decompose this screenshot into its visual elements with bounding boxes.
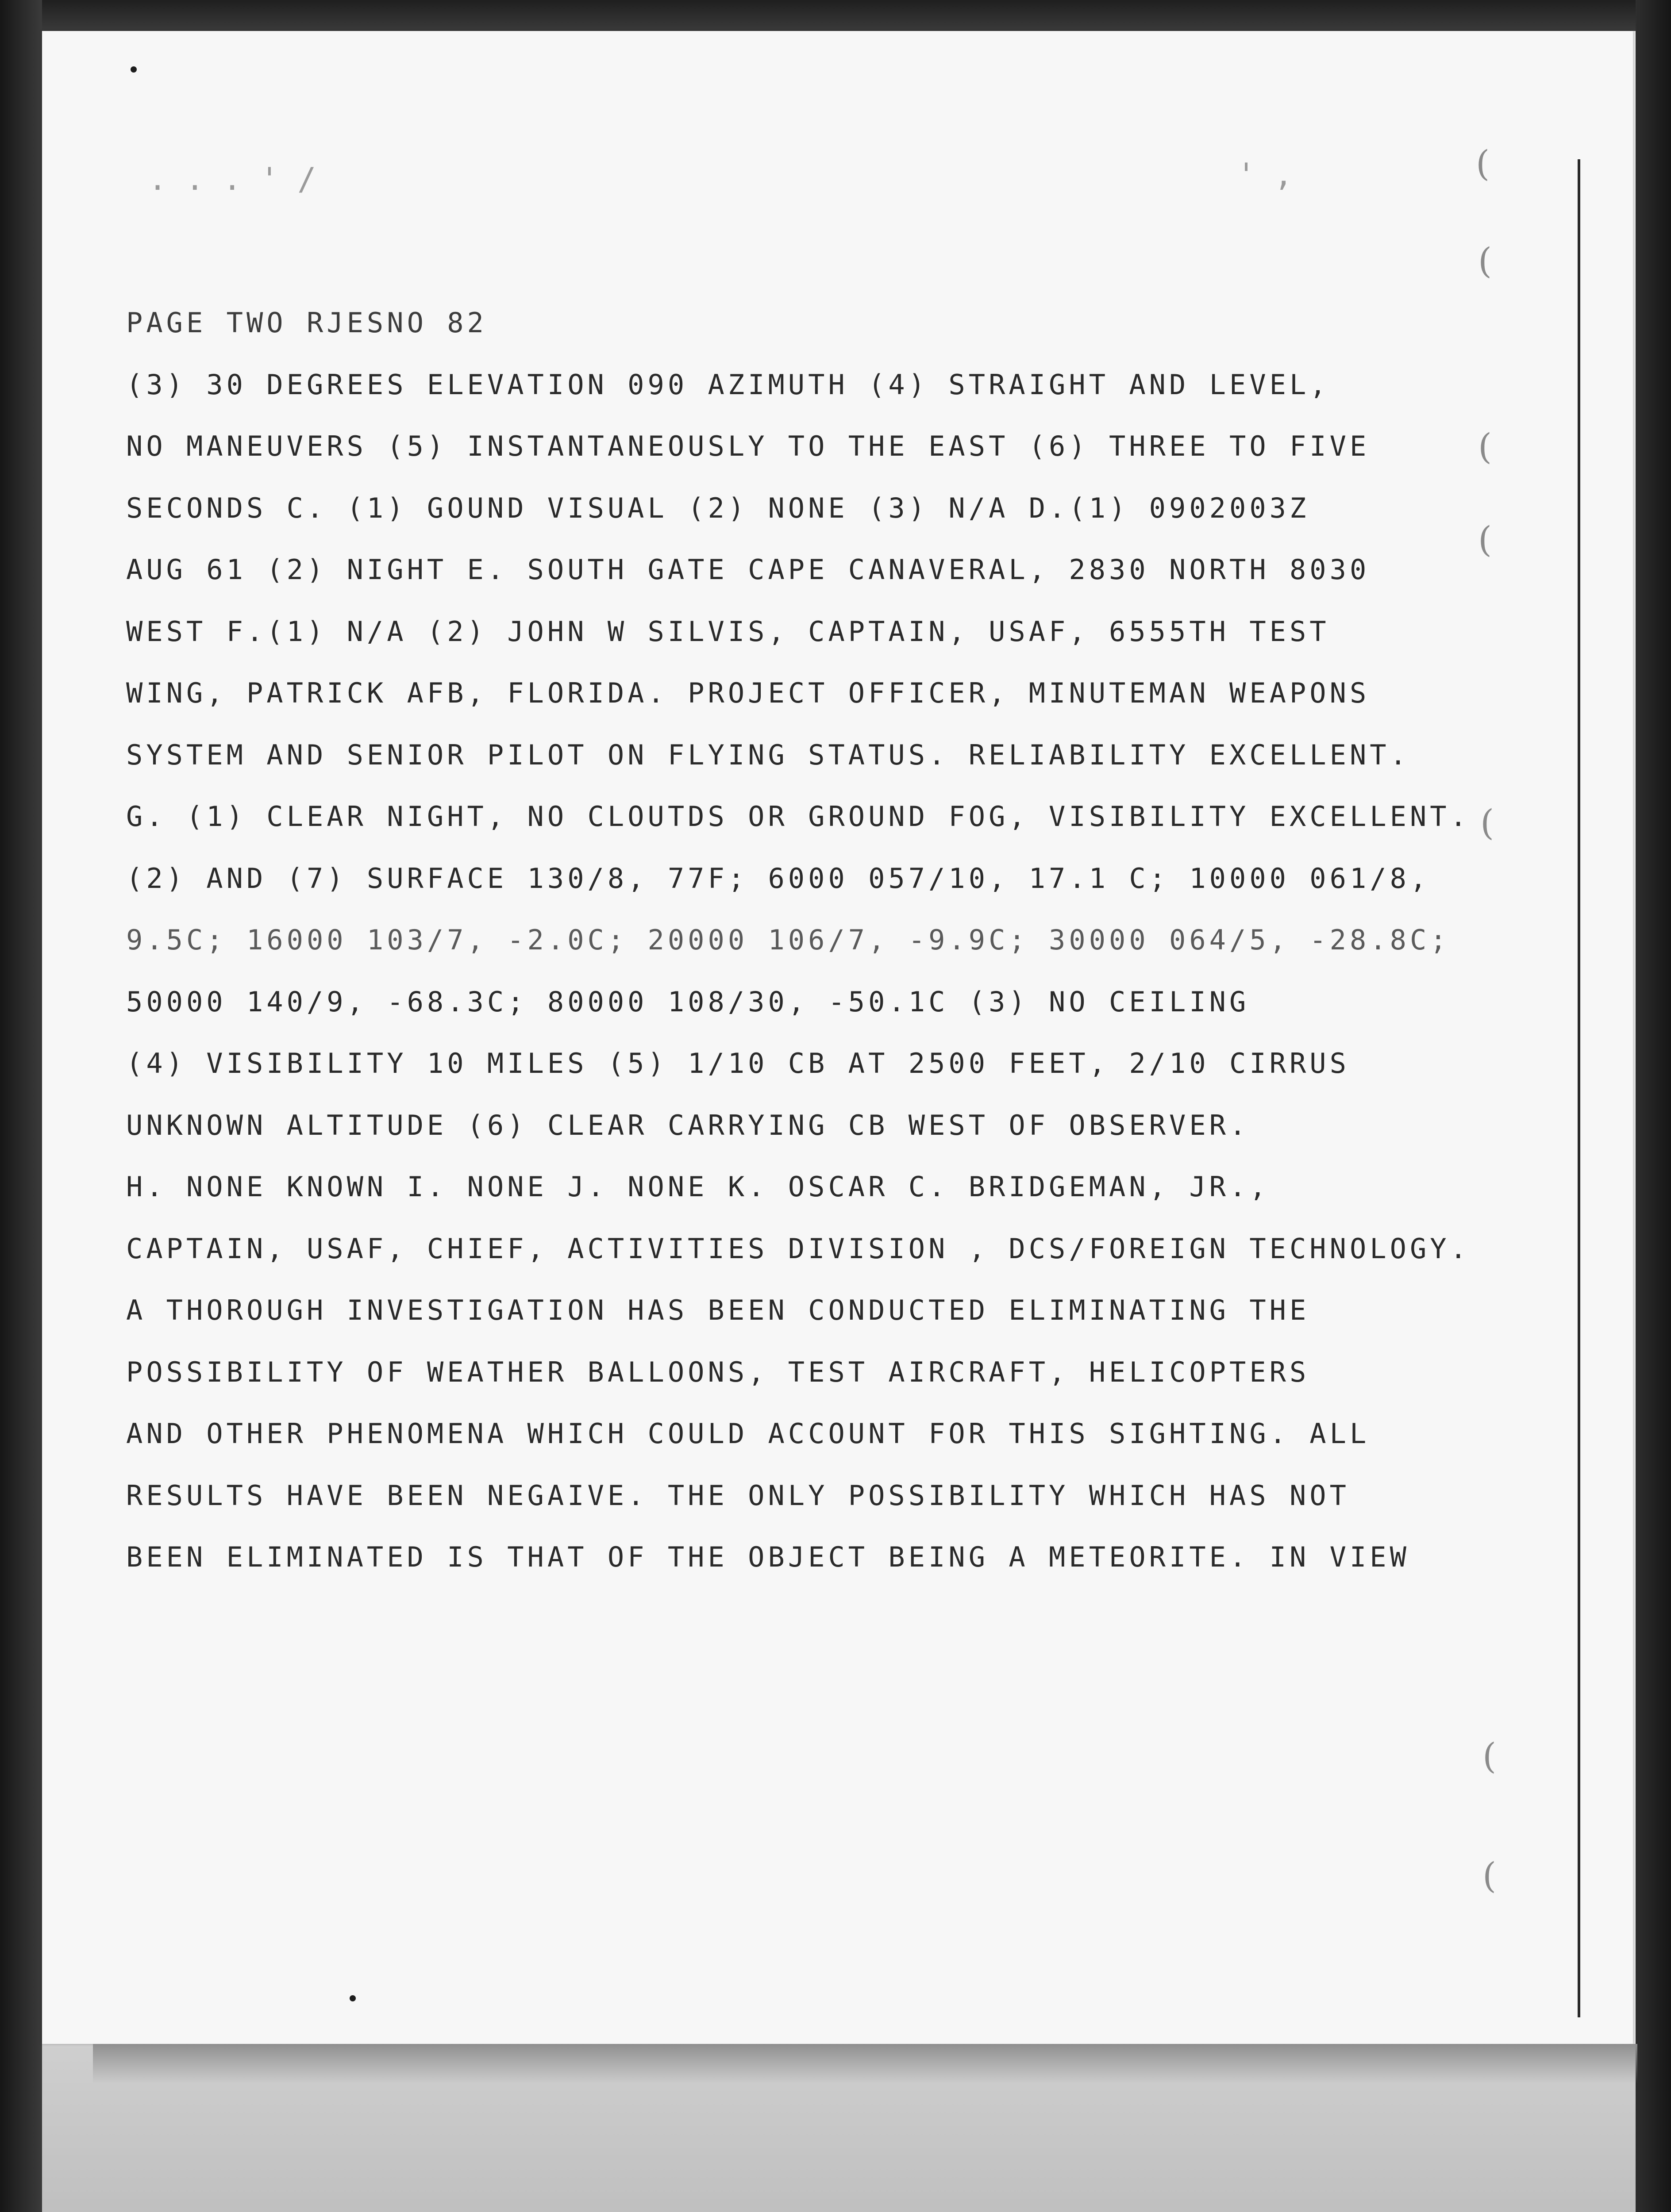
margin-mark: (: [1482, 1736, 1497, 1777]
margin-mark: (: [1482, 1855, 1497, 1896]
document-line: AUG 61 (2) NIGHT E. SOUTH GATE CAPE CANAVERAL, 2830 NORTH 8030: [126, 553, 1370, 586]
document-line: POSSIBILITY OF WEATHER BALLOONS, TEST AIRCRAFT, HELICOPTERS: [126, 1356, 1310, 1388]
document-line: 9.5C; 16000 103/7, -2.0C; 20000 106/7, -9.9C; 30000 064/5, -28.8C;: [126, 924, 1450, 956]
document-line: (4) VISIBILITY 10 MILES (5) 1/10 CB AT 2500 FEET, 2/10 CIRRUS: [126, 1047, 1350, 1079]
document-line: CAPTAIN, USAF, CHIEF, ACTIVITIES DIVISION , DCS/FOREIGN TECHNOLOGY.: [126, 1232, 1470, 1265]
margin-mark: (: [1480, 802, 1494, 843]
document-line: WING, PATRICK AFB, FLORIDA. PROJECT OFFICER, MINUTEMAN WEAPONS: [126, 677, 1370, 709]
document-line: SYSTEM AND SENIOR PILOT ON FLYING STATUS. RELIABILITY EXCELLENT.: [126, 738, 1410, 771]
page-heading: PAGE TWO RJESNO 82: [126, 307, 487, 339]
punch-dot: [350, 1995, 356, 2001]
document-line: NO MANEUVERS (5) INSTANTANEOUSLY TO THE EAST (6) THREE TO FIVE: [126, 430, 1370, 462]
document-line: G. (1) CLEAR NIGHT, NO CLOUTDS OR GROUND FOG, VISIBILITY EXCELLENT.: [126, 800, 1470, 833]
margin-mark: (: [1478, 426, 1492, 467]
margin-mark: (: [1478, 519, 1492, 560]
sheet-shadow: [93, 2044, 1637, 2084]
document-line: BEEN ELIMINATED IS THAT OF THE OBJECT BEING A METEORITE. IN VIEW: [126, 1541, 1410, 1573]
scan-frame-right: [1636, 0, 1671, 2212]
scan-frame-left: [0, 0, 42, 2212]
margin-mark: (: [1476, 143, 1490, 184]
scan-frame-top: [0, 0, 1671, 31]
document-line: AND OTHER PHENOMENA WHICH COULD ACCOUNT FOR THIS SIGHTING. ALL: [126, 1417, 1370, 1450]
document-line: A THOROUGH INVESTIGATION HAS BEEN CONDUCTED ELIMINATING THE: [126, 1294, 1310, 1326]
document-line: SECONDS C. (1) GOUND VISUAL (2) NONE (3) N/A D.(1) 0902003Z: [126, 492, 1310, 524]
document-body: [126, 292, 1470, 1588]
document-line: WEST F.(1) N/A (2) JOHN W SILVIS, CAPTAIN, USAF, 6555TH TEST: [126, 615, 1330, 648]
document-line: 50000 140/9, -68.3C; 80000 108/30, -50.1C (3) NO CEILING: [126, 985, 1250, 1018]
document-sheet: [42, 31, 1633, 2044]
document-line: H. NONE KNOWN I. NONE J. NONE K. OSCAR C. BRIDGEMAN, JR.,: [126, 1171, 1270, 1203]
document-line: (3) 30 DEGREES ELEVATION 090 AZIMUTH (4) STRAIGHT AND LEVEL,: [126, 368, 1330, 401]
right-margin-rule: [1578, 159, 1580, 2017]
margin-mark: (: [1478, 240, 1492, 281]
document-line: UNKNOWN ALTITUDE (6) CLEAR CARRYING CB WEST OF OBSERVER.: [126, 1109, 1250, 1141]
document-line: (2) AND (7) SURFACE 130/8, 77F; 6000 057/10, 17.1 C; 10000 061/8,: [126, 862, 1430, 895]
punch-dot: [131, 66, 137, 73]
document-line: RESULTS HAVE BEEN NEGAIVE. THE ONLY POSSIBILITY WHICH HAS NOT: [126, 1479, 1350, 1512]
stray-mark: . . . ' /: [148, 161, 316, 197]
stray-mark: ' ,: [1237, 157, 1293, 193]
